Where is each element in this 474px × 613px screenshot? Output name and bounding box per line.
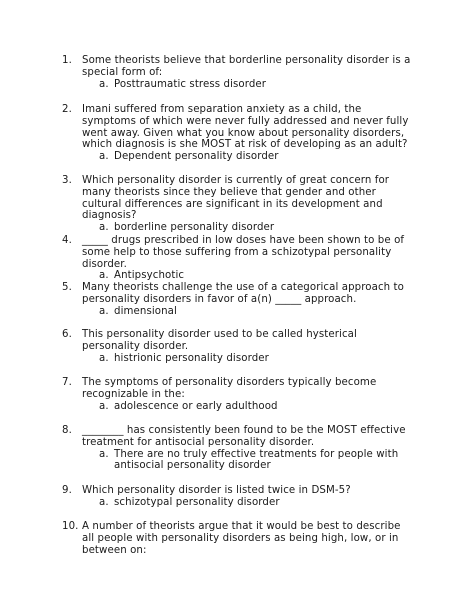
question-8: [62, 425, 412, 472]
question-3: [62, 175, 412, 234]
answer-letter: a.: [99, 448, 109, 460]
question-number: 6.: [62, 329, 72, 340]
answer-letter: a.: [99, 78, 109, 90]
answer-letter: a.: [99, 400, 109, 412]
answer-option: [99, 306, 412, 318]
question-number: 8.: [62, 425, 72, 436]
answer-letter: a.: [99, 305, 109, 317]
question-text: The symptoms of personality disorders typically become recognizable in the:: [82, 377, 377, 400]
question-number: 10.: [62, 521, 79, 532]
answer-text: Posttraumatic stress disorder: [114, 78, 267, 90]
answer-letter: a.: [99, 496, 109, 508]
answer-option: [99, 353, 412, 365]
answer-text: histrionic personality disorder: [114, 352, 269, 364]
answer-option: [99, 401, 412, 413]
question-text: Which personality disorder is listed twice in DSM-5?: [82, 485, 351, 496]
answer-text: schizotypal personality disorder: [114, 496, 280, 508]
answer-letter: a.: [99, 151, 109, 163]
question-text: Some theorists believe that borderline personality disorder is a special form of:: [82, 55, 411, 78]
question-number: 7.: [62, 377, 72, 388]
question-10: [62, 521, 412, 556]
question-text: Which personality disorder is currently of great concern for many theorists since they believe that gender and other cultural differences are significant in its development and diagnosis?: [82, 175, 390, 222]
question-text: Many theorists challenge the use of a categorical approach to personality disorders in favor of a(n) _____ approach.: [82, 282, 404, 305]
question-4: [62, 235, 412, 282]
answer-option: [99, 497, 412, 509]
question-number: 9.: [62, 485, 72, 496]
answer-option: [99, 151, 412, 163]
question-number: 1.: [62, 55, 72, 66]
answer-text: There are no truly effective treatments for people with antisocial personality disorder: [114, 448, 399, 472]
question-text: Imani suffered from separation anxiety as a child, the symptoms of which were never fully addressed and never fully went away. Given what you know about personality disorders, which diagnosis is she MOST at risk of developing as an adult?: [82, 104, 409, 151]
question-number: 5.: [62, 282, 72, 293]
question-text: ________ has consistently been found to be the MOST effective treatment for antisocial personality disorder.: [82, 425, 406, 448]
answer-text: borderline personality disorder: [114, 222, 275, 234]
question-2: [62, 104, 412, 163]
answer-option: [99, 79, 412, 91]
answer-option: [99, 222, 412, 234]
question-text: _____ drugs prescribed in low doses have been shown to be of some help to those suffering from a schizotypal personality disorder.: [82, 235, 405, 270]
answer-option: [99, 449, 412, 473]
answer-text: Dependent personality disorder: [114, 151, 279, 163]
answer-text: Antipsychotic: [114, 270, 185, 282]
question-text: A number of theorists argue that it would be best to describe all people with personality disorders as being high, low, or in between on:: [82, 521, 401, 556]
answer-option: [99, 270, 412, 282]
question-9: [62, 485, 412, 509]
answer-letter: a.: [99, 222, 109, 234]
answer-text: adolescence or early adulthood: [114, 400, 278, 412]
answer-text: dimensional: [114, 305, 177, 317]
answer-letter: a.: [99, 270, 109, 282]
question-number: 4.: [62, 235, 72, 246]
question-1: [62, 55, 412, 90]
question-7: [62, 377, 412, 412]
question-6: [62, 329, 412, 364]
question-5: [62, 282, 412, 317]
answer-letter: a.: [99, 352, 109, 364]
question-text: This personality disorder used to be called hysterical personality disorder.: [82, 329, 357, 352]
question-number: 2.: [62, 104, 72, 115]
question-number: 3.: [62, 175, 72, 186]
